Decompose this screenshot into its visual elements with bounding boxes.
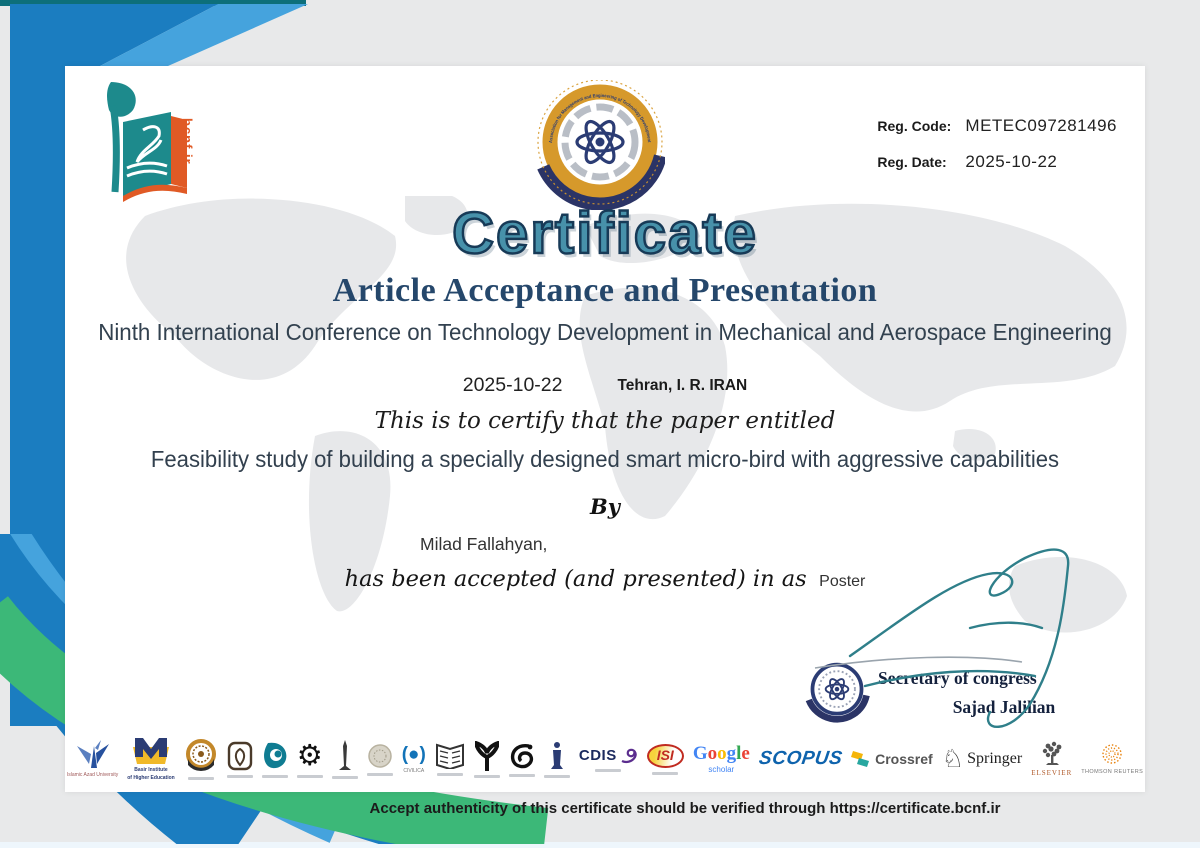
azad-caption: Islamic Azad University bbox=[66, 772, 119, 778]
swirl-caption bbox=[509, 774, 535, 777]
thomson-sphere-icon bbox=[1100, 743, 1124, 767]
google-scholar-sub: scholar bbox=[708, 764, 735, 774]
mosque-arch-logo bbox=[227, 741, 253, 778]
scopus-logo bbox=[759, 748, 842, 770]
isi-text: ISI bbox=[656, 746, 674, 763]
faded-circle-icon bbox=[367, 743, 393, 769]
accepted-text: has been accepted (and presented) in as bbox=[344, 566, 807, 592]
arch-icon bbox=[227, 741, 253, 771]
basir-institute-logo bbox=[127, 737, 175, 781]
emblem-ring-text: Association for Management and Engineering of Technology Development bbox=[548, 92, 652, 144]
google-letter: g bbox=[726, 742, 737, 764]
basir-caption-2: of Higher Education bbox=[127, 775, 175, 781]
crossref-icon bbox=[851, 749, 871, 769]
civilica-caption: CIVILICA bbox=[403, 768, 425, 774]
crossref-text: Crossref bbox=[875, 751, 933, 767]
thomson-reuters-logo bbox=[1081, 743, 1143, 775]
springer-logo bbox=[942, 746, 1023, 772]
google-letter: o bbox=[717, 742, 727, 764]
reg-date-label: Reg. Date: bbox=[877, 154, 947, 170]
gear-icon: ⚙ bbox=[296, 739, 323, 772]
event-date: 2025-10-22 bbox=[462, 374, 563, 396]
open-book-logo bbox=[435, 743, 465, 776]
reg-code-value: METEC097281496 bbox=[965, 116, 1117, 135]
thomson-text: THOMSON REUTERS bbox=[1081, 769, 1144, 775]
swirl-logo bbox=[509, 742, 535, 777]
bcnf-logo-text: bcnf.ir bbox=[180, 118, 195, 165]
reg-code-row bbox=[877, 116, 1117, 136]
swirl-icon bbox=[509, 742, 535, 770]
gear-university-logo bbox=[297, 741, 323, 778]
gold-emblem-logo bbox=[184, 739, 218, 780]
certify-line: This is to certify that the paper entitled bbox=[374, 408, 836, 434]
by-label: By bbox=[590, 494, 620, 519]
civilica-icon: (●) bbox=[401, 744, 426, 765]
faded-circle-caption bbox=[367, 773, 393, 776]
google-letter: G bbox=[692, 742, 708, 764]
signer-name: Sajad Jalilian bbox=[952, 697, 1056, 717]
teal-drop-logo bbox=[262, 741, 288, 778]
cdis-text: CDIS bbox=[578, 747, 617, 764]
azad-university-logo bbox=[67, 740, 118, 778]
google-letter: o bbox=[707, 742, 718, 764]
cdis-swirl-icon bbox=[620, 747, 638, 765]
y-bird-caption bbox=[474, 775, 500, 778]
paper-title: Feasibility study of building a specially designed smart micro-bird with aggressive capabilities bbox=[150, 446, 1060, 472]
book-lines-icon bbox=[435, 743, 465, 769]
google-letter: e bbox=[741, 742, 750, 764]
reg-date-row bbox=[877, 152, 1117, 172]
isi-oval bbox=[647, 744, 684, 768]
google-wordmark bbox=[692, 742, 750, 764]
basir-caption-1: Basir Institute bbox=[134, 767, 168, 773]
crossref-logo bbox=[851, 749, 933, 769]
reg-date-value: 2025-10-22 bbox=[965, 152, 1058, 171]
elsevier-logo bbox=[1031, 741, 1072, 777]
top-left-blue-band bbox=[0, 0, 640, 66]
monument-logo bbox=[332, 740, 358, 779]
footer-verification-text: Accept authenticity of this certificate should be verified through https://certificate.bcnf.ir bbox=[369, 800, 1001, 817]
google-letter: l bbox=[736, 742, 742, 764]
event-date-row bbox=[65, 374, 1145, 397]
springer-text: Springer bbox=[967, 750, 1023, 767]
scopus-wordmark: SCOPUS bbox=[757, 748, 844, 769]
author-name: Milad Fallahyan, bbox=[420, 534, 548, 554]
reg-code-label: Reg. Code: bbox=[877, 118, 952, 134]
monument-caption bbox=[332, 776, 358, 779]
statue-icon bbox=[549, 741, 565, 771]
isi-caption bbox=[652, 772, 678, 775]
bcnf-logo bbox=[83, 80, 203, 205]
azad-bird-icon bbox=[75, 740, 111, 770]
association-emblem bbox=[535, 80, 665, 210]
civilica-logo bbox=[402, 744, 426, 774]
event-location: Tehran, I. R. IRAN bbox=[617, 376, 748, 394]
certificate-title: Certificate bbox=[452, 201, 758, 266]
certificate-subtitle: Article Acceptance and Presentation bbox=[332, 272, 878, 309]
gear-caption bbox=[297, 775, 323, 778]
statue-caption bbox=[544, 775, 570, 778]
faded-circle-logo bbox=[367, 743, 393, 776]
y-bird-icon bbox=[475, 741, 499, 771]
gold-emblem-caption bbox=[188, 777, 214, 780]
book-caption bbox=[437, 773, 463, 776]
statue-logo bbox=[544, 741, 570, 778]
signer-role: Secretary of congress bbox=[878, 668, 1037, 688]
certificate-sheet bbox=[65, 66, 1145, 792]
conference-name: Ninth International Conference on Technology Development in Mechanical and Aerospace Engineering bbox=[98, 319, 1112, 345]
cdis-caption bbox=[595, 769, 621, 772]
basir-icon bbox=[129, 737, 173, 765]
arch-caption bbox=[227, 775, 253, 778]
springer-horse-icon: ♘ bbox=[941, 745, 965, 773]
gold-emblem-icon bbox=[184, 739, 218, 773]
google-scholar-logo bbox=[692, 742, 750, 774]
signature-flourish bbox=[670, 536, 1090, 746]
isi-logo bbox=[647, 744, 684, 775]
registration-block bbox=[877, 116, 1117, 188]
presentation-type: Poster bbox=[819, 573, 866, 590]
elsevier-text: ELSEVIER bbox=[1031, 769, 1073, 777]
drop-caption bbox=[262, 775, 288, 778]
drop-icon bbox=[262, 741, 288, 771]
cdis-logo bbox=[579, 747, 638, 772]
monument-icon bbox=[338, 740, 352, 772]
y-bird-logo bbox=[474, 741, 500, 778]
